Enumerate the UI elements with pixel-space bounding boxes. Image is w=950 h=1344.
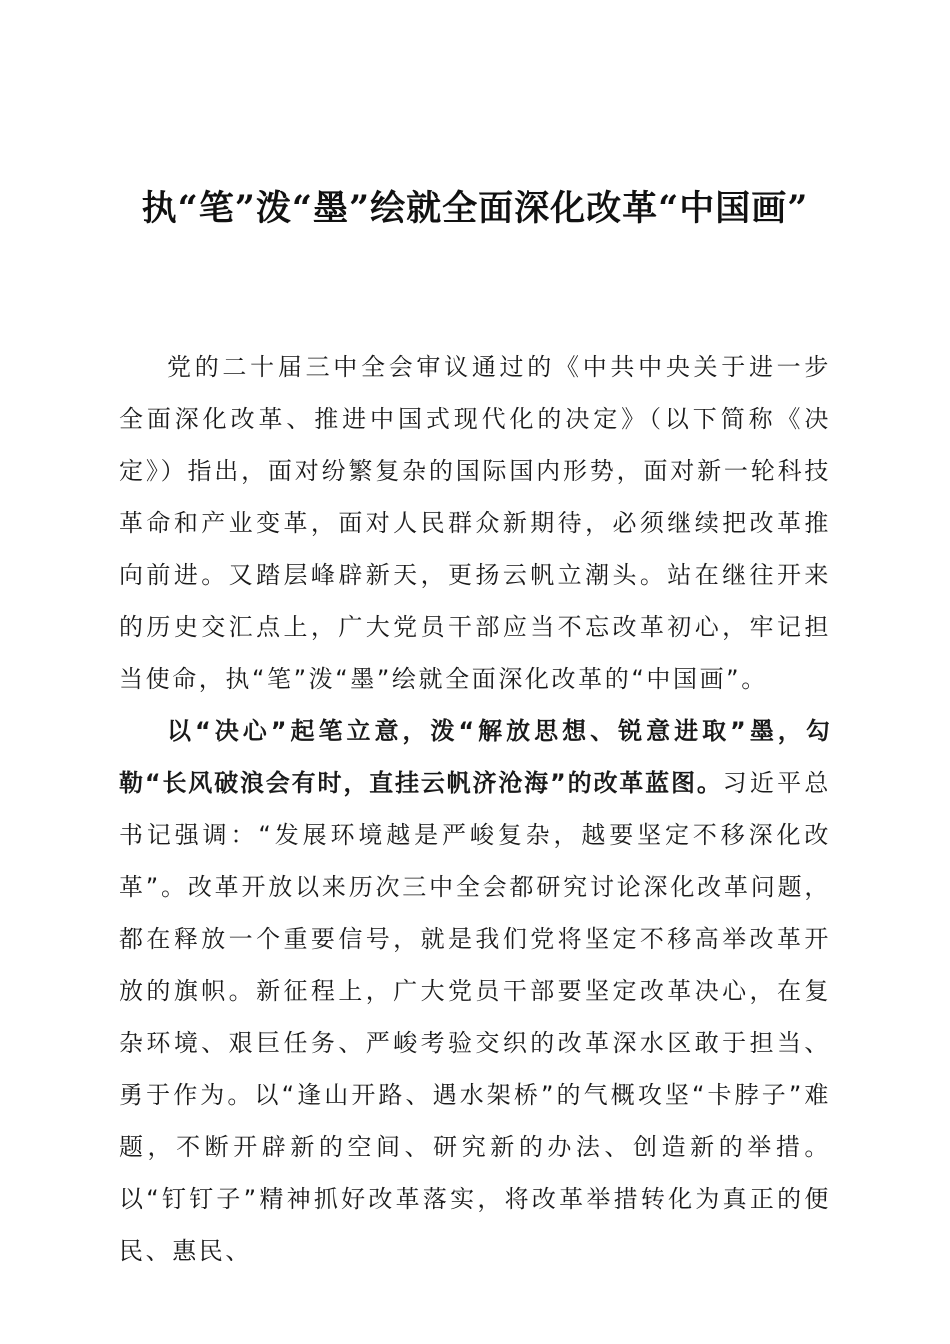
paragraph-2-lead: 以“决心”起笔立意，泼“解放思想、锐意进取”墨，勾勒“长风破浪会有时，直挂云帆济沧海”的改革蓝图。 xyxy=(119,717,831,797)
paragraph-1-text: 党的二十届三中全会审议通过的《中共中央关于进一步全面深化改革、推进中国式现代化的决定》（以下简称《决定》）指出，面对纷繁复杂的国际国内形势，面对新一轮科技革命和产业变革，面对人民群众新期待，必须继续把改革推向前进。又踏层峰辟新天，更扬云帆立潮头。站在继往开来的历史交汇点上，广大党员干部应当不忘改革初心，牢记担当使命，执“笔”泼“墨”绘就全面深化改革的“中国画”。 xyxy=(119,353,831,693)
document-title: 执“笔”泼“墨”绘就全面深化改革“中国画” xyxy=(141,188,809,230)
paragraph-2-text: 习近平总书记强调：“发展环境越是严峻复杂，越要坚定不移深化改革”。改革开放以来历次三中全会都研究讨论深化改革问题，都在释放一个重要信号，就是我们党将坚定不移高举改革开放的旗帜。新征程上，广大党员干部要坚定改革决心，在复杂环境、艰巨任务、严峻考验交织的改革深水区敢于担当、勇于作为。以“逢山开路、遇水架桥”的气概攻坚“卡脖子”难题，不断开辟新的空间、研究新的办法、创造新的举措。以“钉钉子”精神抓好改革落实，将改革举措转化为真正的便民、惠民、 xyxy=(119,769,831,1265)
document-body xyxy=(119,341,831,1277)
paragraph-1 xyxy=(119,341,831,705)
paragraph-2 xyxy=(119,705,831,1277)
